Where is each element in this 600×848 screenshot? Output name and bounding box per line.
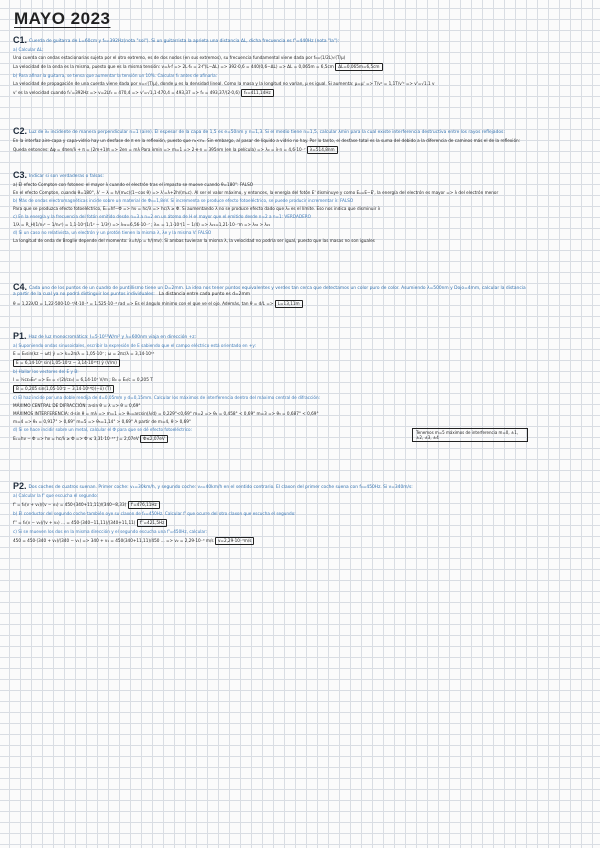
question-text: Indicar si son verdaderas o falsas: (29, 174, 104, 179)
page-title: MAYO 2023 (14, 9, 111, 28)
answer-box: L=13,11m (275, 300, 303, 308)
question-c3 (13, 172, 591, 244)
solution-line: La velocidad de propagación de una cuerda viene dada por v=√(T/μ), donde μ es la densidad lineal. Como la masa y la longitud no varían, μ es igual. Si aumenta: μ=μ' => T/v² = 1,1T/v'² => v'=√1,1 v (13, 81, 435, 86)
question-text: Haz de luz monocromática: I=5·10¹²W/m² y λ=600nm viaja en dirección +z: (28, 335, 197, 340)
solution-line: m=4 => θ₄ = 0,917° > 0,69° m=5 => θ₅=1,14° > 0,69° A partir de m=4, θ > 0,69° (13, 419, 191, 424)
note: La distancia entre cada punto es d=2mm (158, 292, 251, 297)
question-text: Dos coches de cuatros suenan. Primer coche: v₁=30km/h, y segundo coche: v₂=40km/h en el sentido contrario. El claxon del primer coche suena con f₀=450Hz. Si v=340m/s: (28, 485, 413, 490)
question-number: C4. (13, 282, 28, 292)
solution-line: En el efecto Compton, cuando θ=180°, λ' − λ = h/(mₑc)(1−cos θ) => λ'=λ+2h/(mₑc). Al ser el valor máximo, y entonces, la energía del fotón E' disminuye y como Eₑ=E−E', la energía del electrón es mayor => λ del electrón menor (13, 190, 499, 195)
solution-line: En la interfaz aire-capa y capa-vidrio hay un desfase de π en la reflexión, puesto que n₁<n₂. Sin embargo, al pasar de líquido a vidrio no hay. Por lo tanto, el desfase total es la suma del debido a la diferencia de caminos más el de la reflexión: (13, 138, 521, 143)
sub-question: d) Si se hace incidir sobre un metal, calcular el Φ para que se dé efecto fotoeléctrico: (13, 427, 193, 432)
statement-line: d) Si un caso no relativista, un electrón y un protón tienen la misma λ, λe y la misma V: FALSO (13, 230, 212, 235)
solution-line: v' es la velocidad cuando f₀'=392Hz => v=2Lf₀ = 470,4 => v'=√1,1·470,4 = 493,37 => f₀ = 493,37/(2·0,6) f₀=411,14Hz (13, 89, 591, 97)
answer-box: E = 6,14·10⁷ sin(1,05·10⁷z − 3,14·10¹⁵t) ŷ (V/m) (13, 359, 120, 367)
solution-line: Eₖ=hν − Φ => hν = hc/λ ≥ Φ => Φ ≤ 3,31·10⁻¹⁹ J = 2,07eV Φ≤2,07eV (13, 435, 591, 443)
statement-line: c) En la energía y la frecuencia del fotón emitido desde n=3 a n=2 en un átomo de H el mayor que el emitido desde n=2 a n=1: VERDADERO (13, 214, 311, 219)
sub-question: a) Calcular la f' que escucha el segundo: (13, 493, 99, 498)
question-c1 (13, 37, 591, 97)
answer-box: Φ≤2,07eV (140, 435, 168, 443)
question-header (13, 333, 591, 341)
solution-line: La velocidad de la onda es la misma, puesto que es la misma tensión: v=λ·f => 2L·f₀ = 2·f'(L−ΔL) => 392·0,6 = 440(0,6−ΔL) => ΔL = 0,065m = 6,5cm ΔL=0,065m=6,5cm (13, 63, 591, 71)
answer-box: λ=514,8nm (307, 146, 338, 154)
sub-question: c) Si se mueven los dos en la misma dirección y el segundo escucha una f'=450Hz, calcular: (13, 529, 208, 534)
question-number: C2. (13, 126, 28, 136)
sub-question: b) Hallar los vectores del E y B: (13, 369, 79, 374)
solution-line (13, 359, 591, 367)
note-box: Tenemos m=5 máximos de interferencia m=0, ±1, ±2, ±3, ±4 (412, 428, 528, 442)
question-c4 (13, 284, 591, 308)
answer-box: f'=476,11Hz (128, 501, 160, 509)
question-number: C3. (13, 170, 28, 180)
statement-line: b) Más de ondas electromagnéticas incide sobre un material de Φ₀=1,8eV. Si incrementa se produce efecto fotoeléctrico, se puede producir incrementar λ: FALSO (13, 198, 354, 203)
solution-line: MÁXIMO CENTRAL DE DIFRACCIÓN: a·sin θ = λ => θ = 0,69° (13, 403, 141, 408)
question-text: Cada uno de los puntos de un cuadro de puntillismo tiene un D=2mm. La idea nos tener puntos equivalentes y verdes tan cerca que detectamos un color puro de color. Asumiendo λ=500nm y Dojo=4mm, calcular la distancia (29, 286, 526, 291)
sub-question: b) El conductor del segundo coche también oye su claxon de f₀=450Hz. Calcular f' que ocurre del otro claxon que escucha el segundo: (13, 511, 296, 516)
question-number: C1. (13, 35, 28, 45)
sub-question: c) El haz incide por una doble rendija de d=0,05mm y d=0,15mm. Calcular los máximos de interferencia dentro del máximo central de difracción: (13, 395, 321, 400)
problem-p1 (13, 333, 591, 443)
solution-line: MÁXIMOS INTERFERENCIA: d·sin θ = mλ => m=1 => θ₁=arcsin(λ/d) = 0,229°<0,69° m=2 => θ₂ = 0,458° < 0,69° m=3 => θ₃ = 0,687° < 0,69° (13, 411, 319, 416)
solution-line: θ = 1,22λ/D = 1,22·500·10⁻⁹/4·10⁻³ = 1,525·10⁻⁴ rad => Es el ángulo mínimo con el que ve el ojo. Además, tan θ = d/L => L=13,11m (13, 300, 591, 308)
question-header (13, 284, 591, 292)
solution-line: E = E₀sin(kz − ωt) ŷ => k=2π/λ = 1,05·10⁷ ; ω = 2πc/λ = 3,14·10¹⁵ (13, 351, 155, 356)
question-header (13, 483, 591, 491)
sub-question: a) Calcular ΔL: (13, 47, 44, 52)
answer-box: v=2,29·10⁻³m/s (215, 537, 255, 545)
answer-box: f₀=411,14Hz (241, 89, 274, 97)
question-header (13, 128, 591, 136)
solution-line: f'' = f₀(v − v₂)/(v + v₂) ... = 450·(340−11,11)/(340+11,11) f''=421,5Hz (13, 519, 591, 527)
question-number: P1. (13, 331, 27, 341)
question-header (13, 172, 591, 180)
problem-p2 (13, 483, 591, 545)
question-header (13, 37, 591, 45)
question-c2 (13, 128, 591, 154)
question-text-cont: a partir de la cual ya no podrá distinguir los puntos individuales: La distancia entre cada punto es d=2mm (13, 292, 251, 297)
sub-question: a) Suponiendo ondas sinusoidales, escribir la expresión de E sabiendo que el campo eléctrico está orientado en +y: (13, 343, 257, 348)
solution-line (13, 385, 591, 393)
answer-box: ΔL=0,065m=6,5cm (335, 63, 382, 71)
solution-line: Una cuerda con ondas estacionarias sujeta por el otro extremo, es de dos nodos (en sus extremos), su frecuencia fundamental viene dada por f₀=(1/2L)√(T/μ) (13, 55, 346, 60)
question-number: P2. (13, 481, 27, 491)
solution-line: 450 = 450·(340 + v₂)/(340 − v₁) => 340 + v₁ = 450(340+11,11)/450 ... => v₂ = 2,29·10⁻³ m/s v=2,29·10⁻³m/s (13, 537, 591, 545)
solution-line: La longitud de onda de Broglie depende del momento: λ=h/p = h/(mv). Si ambas tuvieran la misma λ, la velocidad no podría ser igual, puesto que las masas no son iguales (13, 238, 375, 243)
solution-line: Queda entonces: Δφ = 4πen/λ + π = (2m+1)π => 2en = mλ Para λmin => m=1 => 2·e·n = 395nm (en la película) => λ₀ = λ·n = 4,6·10⁻⁷ λ=514,8nm (13, 146, 591, 154)
sub-question: b) Para afinar la guitarra, se tensa que aumentar la tensión un 10%. Calcular f₀ antes de afinarla: (13, 73, 218, 78)
question-text: Luz de λ₀ incidente de manera perpendicular n=1 (aire). El espesor de la capa de 1,5 es e=50nm y n=1,3. Si el medio tiene n=1,5, calcular λmin para la cual existe interferencia destructiva entre los rayos reflejados: (29, 130, 505, 135)
solution-line: Para que se produzca efecto fotoeléctrico, Eₖ=hf−Φ => hν = hc/λ => hc/λ ≥ Φ. Si aumentando λ no se produce efecto dado que λ₀ es el límite. Eso nos indica que disminuir λ (13, 206, 381, 211)
answer-box: B = 0,205 sin(1,05·10⁷z − 3,14·10¹⁵t)(−x̂) (T) (13, 385, 114, 393)
question-text: Cuerda de guitarra de L=60cm y f₀=392Hz(nota "sol"). Si un guitarrista la aprieta una distancia ΔL, dicha frecuencia es f'=440Hz (nota "la"): (29, 39, 340, 44)
solution-line: 1/λ = R_H(1/n₁² − 1/n₂²) = 1,1·10⁷(1/1² − 1/3²) => λ₃₂=6,56·10⁻⁷ ; λ₂₁ = 1,1·10⁷(1 − 1/4) => λ₂₁=1,21·10⁻⁷m => λ₃₂ > λ₂₁ (13, 222, 271, 227)
answer-box: f''=421,5Hz (137, 519, 168, 527)
solution-line: f' = f₀(v + v₂)/(v − v₁) = 450·(340+11,11)/(340−8,33) f'=476,11Hz (13, 501, 591, 509)
statement-line: a) El efecto Compton con fotones: el mayor λ cuando el electrón tras el impacto se mueve cuando θ=180°: FALSO (13, 182, 254, 187)
solution-line: I = ½cε₀E₀² => E₀ = √(2I/cε₀) = 6,14·10⁷ V/m ; B₀ = E₀/c = 0,205 T (13, 377, 153, 382)
